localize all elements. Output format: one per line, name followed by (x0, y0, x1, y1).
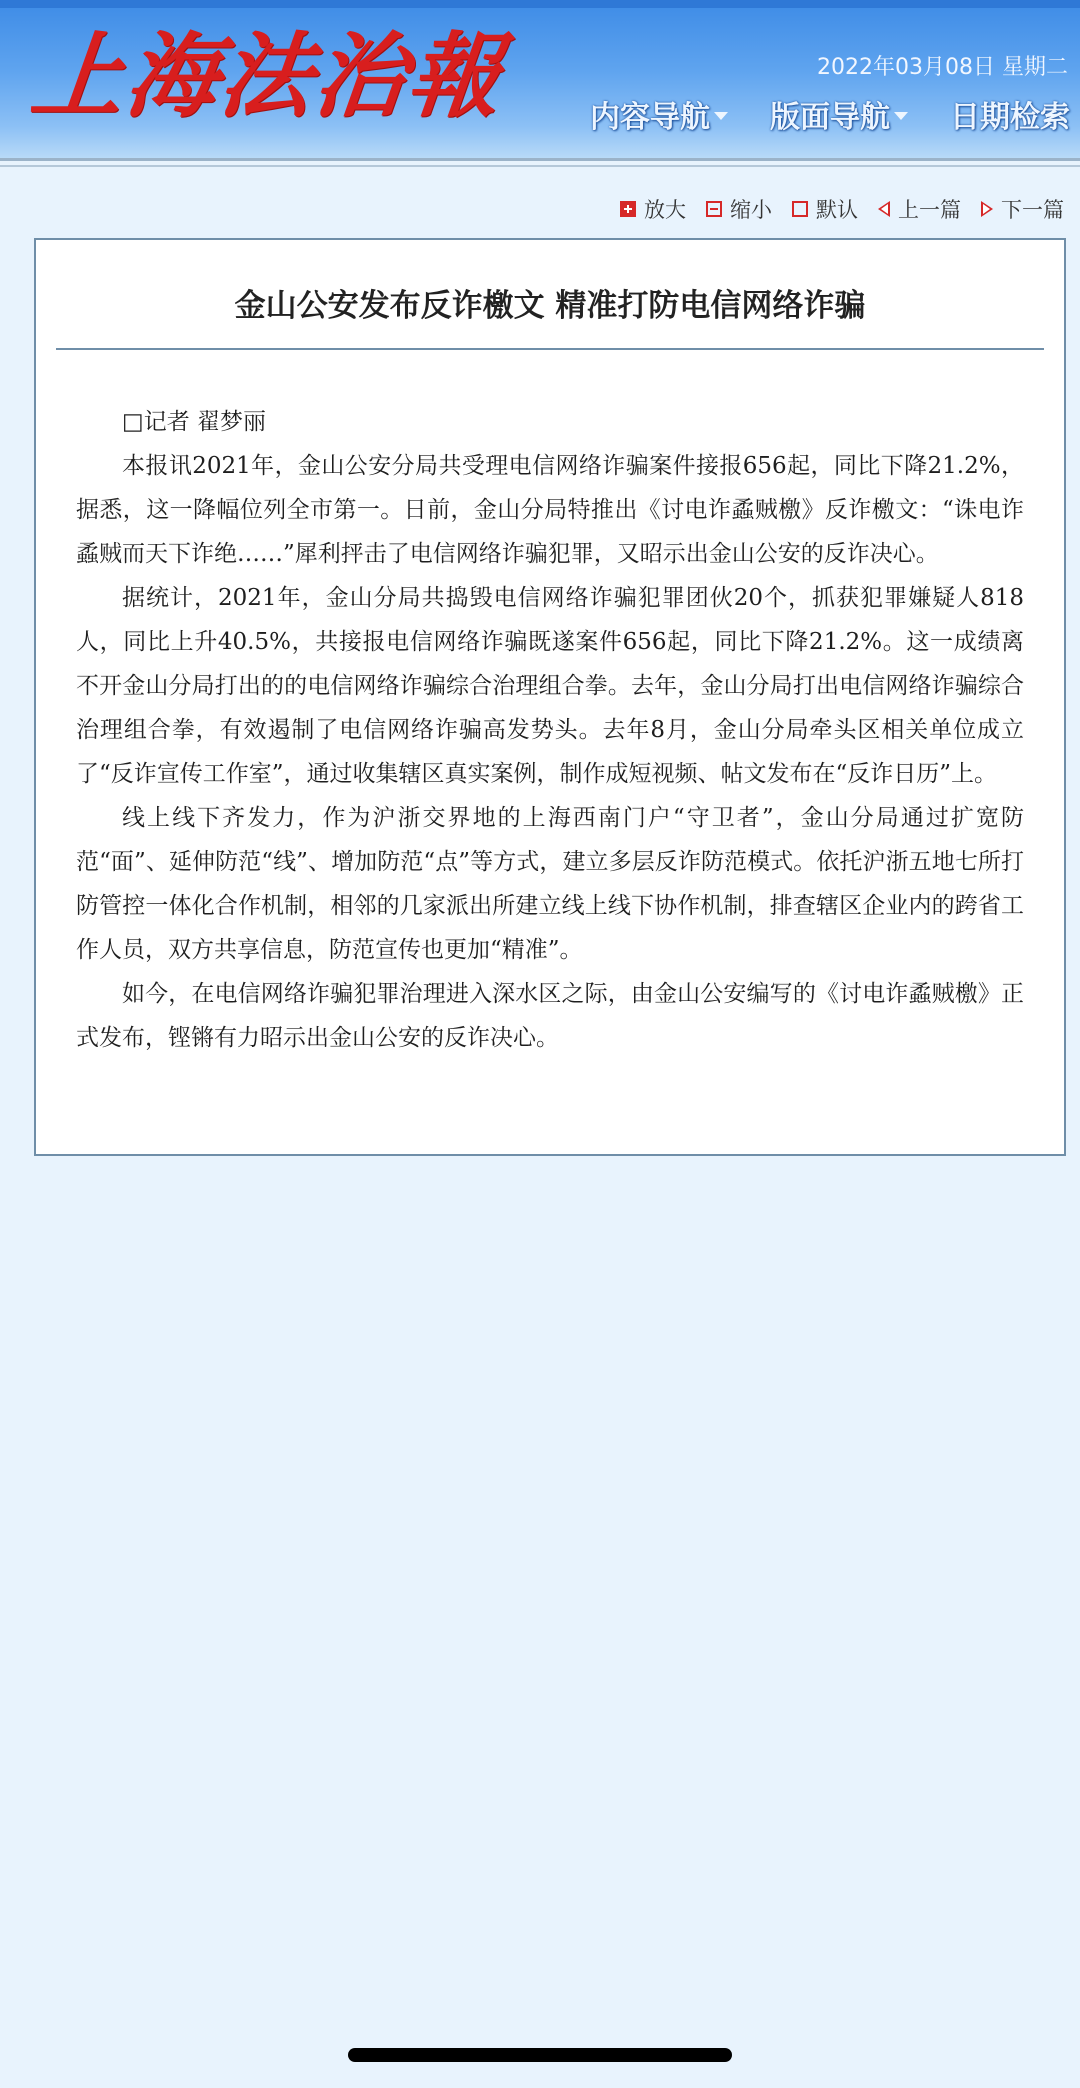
article-toolbar (620, 194, 1064, 224)
article-title: 金山公安发布反诈檄文 精准打防电信网络诈骗 (234, 288, 866, 324)
paragraph: 线上线下齐发力，作为沪浙交界地的上海西南门户“守卫者”，金山分局通过扩宽防范“面”、延伸防范“线”、增加防范“点”等方式，建立多层反诈防范模式。依托沪浙五地七所打防管控一体化合作机制，相邻的几家派出所建立线上线下协作机制，排查辖区企业内的跨省工作人员，双方共享信息，防范宣传也更加“精准”。 (76, 805, 1024, 963)
triangle-left-icon (878, 201, 890, 217)
default-size-button[interactable] (792, 194, 858, 224)
article-card (34, 238, 1066, 1156)
home-indicator[interactable] (348, 2048, 732, 2062)
chevron-down-icon (894, 112, 908, 120)
paragraph: 本报讯2021年，金山公安分局共受理电信网络诈骗案件接报656起，同比下降21.2%，据悉，这一降幅位列全市第一。日前，金山分局特推出《讨电诈蟊贼檄》反诈檄文：“诛电诈蟊贼而天下诈绝……”犀利抨击了电信网络诈骗犯罪，又昭示出金山公安的反诈决心。 (76, 453, 1024, 567)
issue-date: 2022年03月08日 星期二 (817, 55, 1068, 80)
nav-date-search[interactable] (950, 92, 1070, 136)
nav-date-search-label: 日期检索 (950, 100, 1070, 135)
zoom-in-label: 放大 (644, 198, 686, 222)
masthead (0, 0, 1080, 158)
paragraph: 如今，在电信网络诈骗犯罪治理进入深水区之际，由金山公安编写的《讨电诈蟊贼檄》正式发布，铿锵有力昭示出金山公安的反诈决心。 (76, 981, 1024, 1051)
newspaper-logo[interactable]: 上海法治報 (26, 22, 508, 130)
minus-icon (706, 201, 722, 217)
zoom-in-button[interactable] (620, 194, 686, 224)
prev-article-label: 上一篇 (898, 198, 961, 222)
nav-layout-label: 版面导航 (770, 100, 890, 135)
byline: □记者 翟梦丽 (122, 409, 267, 435)
zoom-out-label: 缩小 (730, 198, 772, 222)
chevron-down-icon (714, 112, 728, 120)
nav-content[interactable] (590, 92, 728, 136)
nav-layout[interactable] (770, 92, 908, 136)
nav-content-label: 内容导航 (590, 100, 710, 135)
title-divider (56, 348, 1044, 350)
prev-article-button[interactable] (878, 194, 961, 224)
article-body (76, 400, 1024, 1060)
header-divider-secondary (0, 165, 1080, 167)
next-article-label: 下一篇 (1001, 198, 1064, 222)
zoom-out-button[interactable] (706, 194, 772, 224)
square-icon (792, 201, 808, 217)
paragraph: 据统计，2021年，金山分局共捣毁电信网络诈骗犯罪团伙20个，抓获犯罪嫌疑人818人，同比上升40.5%，共接报电信网络诈骗既遂案件656起，同比下降21.2%。这一成绩离不开金山分局打出的的电信网络诈骗综合治理组合拳。去年，金山分局打出电信网络诈骗综合治理组合拳，有效遏制了电信网络诈骗高发势头。去年8月，金山分局牵头区相关单位成立了“反诈宣传工作室”，通过收集辖区真实案例，制作成短视频、帖文发布在“反诈日历”上。 (76, 585, 1024, 787)
header-divider (0, 158, 1080, 161)
default-size-label: 默认 (816, 198, 858, 222)
triangle-right-icon (981, 201, 993, 217)
plus-icon (620, 201, 636, 217)
next-article-button[interactable] (981, 194, 1064, 224)
top-nav (590, 92, 1070, 136)
